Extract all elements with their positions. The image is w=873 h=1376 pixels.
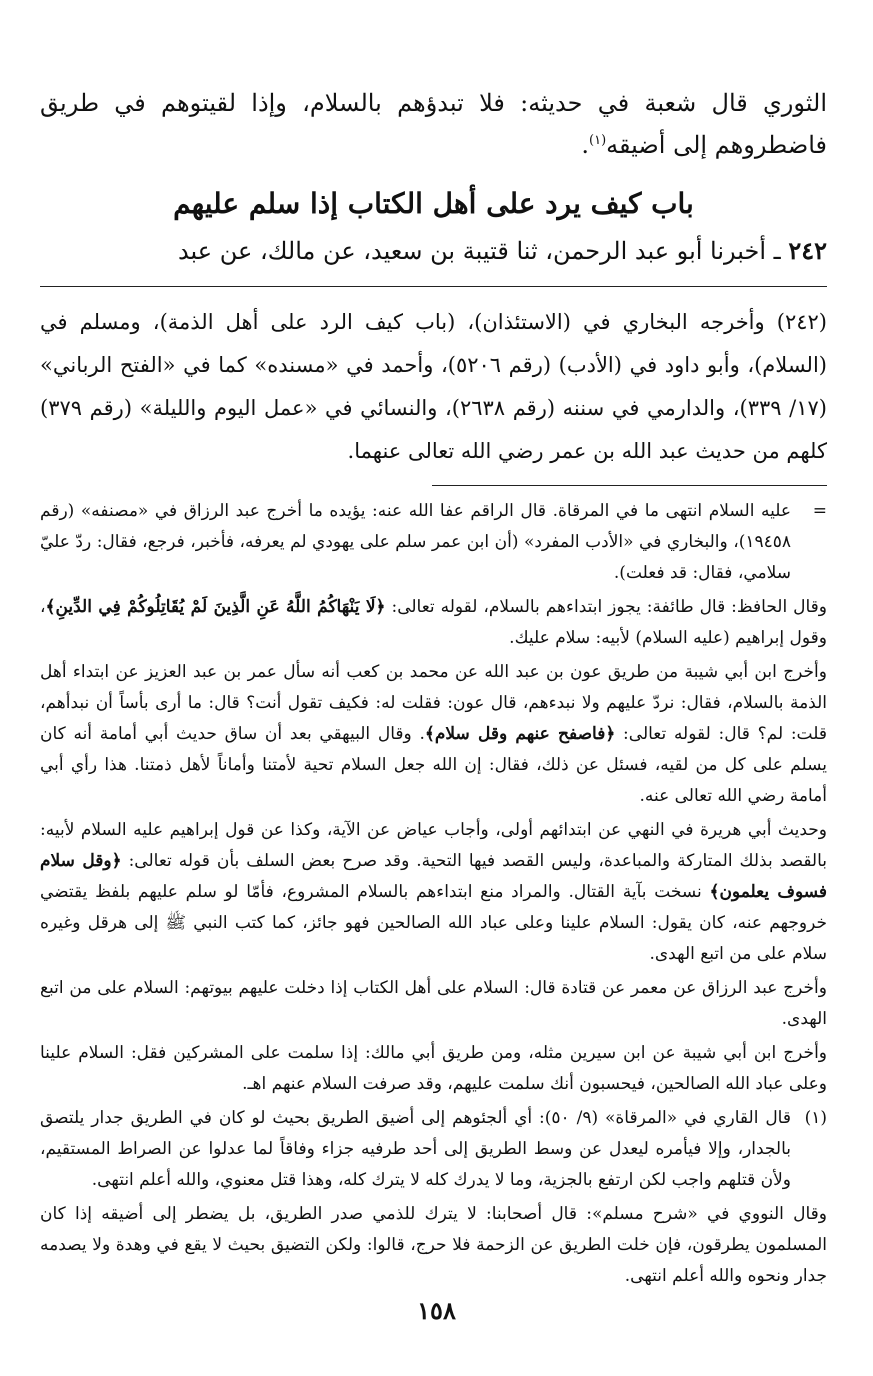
takhrij-note: (٢٤٢) وأخرجه البخاري في (الاستئذان)، (باب كيف الرد على أهل الذمة)، ومسلم في (السلام)، وأبو داود في (الأدب) (رقم ٥٢٠٦)، وأحمد في «مسنده» كما في «الفتح الرباني» (١٧/ ٣٣٩)، والدارمي في سننه (رقم ٢٦٣٨)، والنسائي في «عمل اليوم والليلة» (رقم ٣٧٩) كلهم من حديث عبد الله بن عمر رضي الله تعالى عنهما. bbox=[40, 310, 827, 463]
page-number: ١٥٨ bbox=[417, 1296, 456, 1325]
chapter-heading: باب كيف يرد على أهل الكتاب إذا سلم عليهم bbox=[173, 187, 694, 220]
note-p2 bbox=[40, 592, 827, 654]
hadith-number: ٢٤٢ bbox=[788, 236, 827, 265]
hadith-text: ـ أخبرنا أبو عبد الرحمن، ثنا قتيبة بن سعيد، عن مالك، عن عبد bbox=[177, 237, 781, 265]
note-continued bbox=[40, 496, 827, 589]
note-p2-a: وقال الحافظ: قال طائفة: يجوز ابتداءهم بالسلام، لقوله تعالى: bbox=[391, 597, 828, 617]
footnote-divider bbox=[432, 485, 827, 486]
continuation-paragraph bbox=[40, 82, 827, 166]
footnote-1-marker: (١) bbox=[804, 1108, 827, 1128]
note-p4 bbox=[40, 815, 827, 970]
quran-quote-2: ﴿فاصفح عنهم وقل سلام﴾ bbox=[424, 724, 616, 744]
continuation-marker: = bbox=[812, 501, 827, 521]
footnotes bbox=[40, 496, 827, 1292]
continuation-text: الثوري قال شعبة في حديثه: فلا تبدؤهم بالسلام، وإذا لقيتوهم في طريق فاضطروهم إلى أضيقه bbox=[40, 89, 827, 159]
footnote-1-continued: وقال النووي في «شرح مسلم»: قال أصحابنا: لا يترك للذمي صدر الطريق، بل يضطر إلى أضيقه إذا كان المسلمون يطرقون، فإن خلت الطريق عن الزحمة فلا حرج، قالوا: ولكن التضيق بحيث لا يقع في وهدة ولا يصدمه جدار ونحوه والله أعلم انتهى. bbox=[40, 1204, 827, 1286]
full-divider bbox=[40, 286, 827, 287]
note-p4-a: وحديث أبي هريرة في النهي عن ابتدائهم أولى، وأجاب عياض عن الآية، وكذا عن قول إبراهيم عليه السلام لأبيه: بالقصد بذلك المتاركة والمباعدة، وليس القصد فيها التحية. وقد صرح بعض السلف بأن قوله تعالى: bbox=[40, 820, 828, 871]
note-p3 bbox=[40, 657, 827, 812]
note-p5: وأخرج عبد الرزاق عن معمر عن قتادة قال: السلام على أهل الكتاب إذا دخلت عليهم بيوتهم: السلام على من اتبع الهدى. bbox=[40, 978, 827, 1029]
note-p3-b: . وقال البيهقي بعد أن ساق حديث أبي أمامة أنه كان يسلم على كل من لقيه، فسئل عن ذلك، فقال: إن الله جعل السلام تحية لأمتنا وأماناً لأهل ذمتنا. هذا رأي أبي أمامة رضي الله تعالى عنه. bbox=[40, 724, 827, 806]
note-p3-a: وأخرج ابن أبي شيبة من طريق عون بن عبد الله عن محمد بن كعب أنه سأل عمر بن عبد العزيز عن ابتداء أهل الذمة بالسلام، فقال: نردّ عليهم ولا نبدءهم، قال عون: فقلت له: فكيف تقول أنت؟ قال: ما أرى بأساً أن نبدأهم، قلت: لم؟ قال: لقوله تعالى: bbox=[40, 662, 828, 744]
note-p2-b: ، وقول إبراهيم (عليه السلام) لأبيه: سلام عليك. bbox=[40, 597, 827, 648]
note-p6: وأخرج ابن أبي شيبة عن ابن سيرين مثله، ومن طريق أبي مالك: إذا سلمت على المشركين فقل: السلام علينا وعلى عباد الله الصالحين، فيحسبون أنك سلمت عليهم، وقد صرفت السلام عنهم اهـ. bbox=[40, 1043, 827, 1094]
note-p4-b: نسخت بآية القتال. والمراد منع ابتداءهم بالسلام المشروع، فأمّا لو سلم عليهم بلفظ يقتضي خروجهم عنه، كان يقول: السلام علينا وعلى عباد الله الصالحين فهو جائز، كما كتب النبي ﷺ إلى هرقل وغيره سلام على من اتبع الهدى. bbox=[40, 882, 827, 964]
note-p1: عليه السلام انتهى ما في المرقاة. قال الراقم عفا الله عنه: يؤيده ما أخرج عبد الرزاق في «مصنفه» (رقم ١٩٤٥٨)، والبخاري في «الأدب المفرد» (أن ابن عمر سلم على يهودي لم يعرفه، فأخبر، فرجع، فقال: ردّ عليّ سلامي، فقال: قد فعلت). bbox=[40, 501, 791, 583]
quran-quote-1: ﴿لَا يَنْهَاكُمُ اللَّهُ عَنِ الَّذِينَ لَمْ يُقَاتِلُوكُمْ فِي الدِّينِ﴾ bbox=[45, 597, 386, 617]
footnote-1 bbox=[40, 1103, 827, 1196]
continuation-end: . bbox=[581, 131, 589, 159]
footnote-1-text: قال القاري في «المرقاة» (٩/ ٥٠): أي ألجئوهم إلى أضيق الطريق بحيث لو كان في الطريق جدار يلتصق بالجدار، وإلا فيأمره ليعدل عن وسط الطريق إلى أحد طرفيه جزاء وفاقاً لما عدلوا عن الصراط المستقيم، ولأن قتلهم واجب لكن ارتفع بالجزية، وما لا يدرك كله لا يترك كله، وهذا قتل معنوي، والله أعلم انتهى. bbox=[40, 1108, 791, 1190]
footnote-ref: (١) bbox=[589, 133, 607, 148]
quran-quote-3: ﴿وقل سلام فسوف يعلمون﴾ bbox=[40, 851, 828, 902]
hadith-line bbox=[40, 230, 827, 272]
main-text-block bbox=[40, 82, 827, 272]
